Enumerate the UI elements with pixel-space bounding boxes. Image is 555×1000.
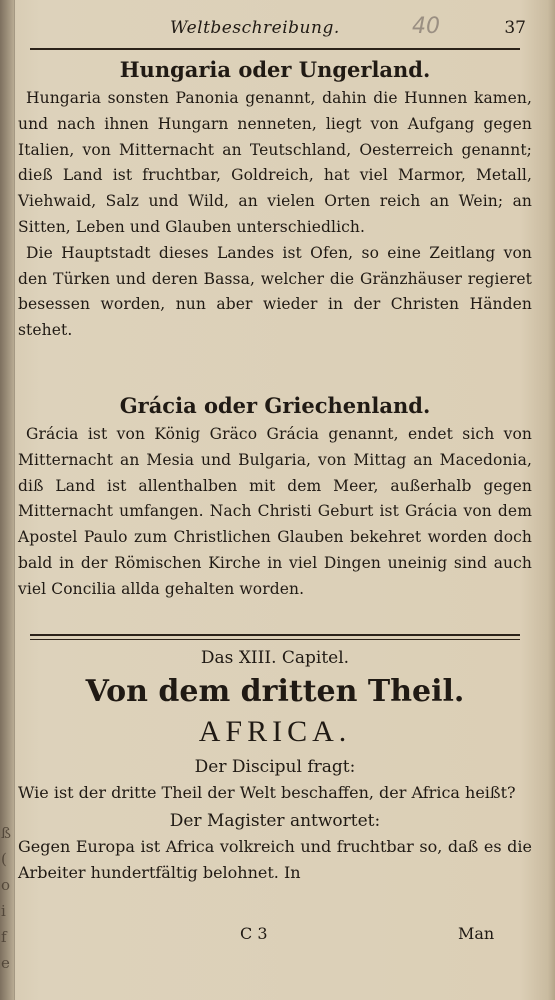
margin-fragment: f (1, 928, 7, 946)
gracia-paragraph: Grácia ist von König Gräco Grácia genannt, endet sich von Mitternacht an Mesia und Bulgaria, von Mittag an Macedonia, diß Land ist allenthalben mit dem Meer, außerhalb gegen Mitternacht umfangen. Nach Christi Geburt ist Grácia von dem Apostel Paulo zum Christlichen Glauben bekehret worden doch bald in der Römischen Kirche in viel Dingen uneinig sind auch viel Concilia allda gehalten worden. (18, 425, 532, 598)
running-header (18, 16, 532, 46)
margin-fragment: ß (1, 824, 12, 842)
section-divider-rule (30, 634, 520, 640)
chapter-title: Von dem dritten Theil. (85, 674, 465, 709)
answer-speaker: Der Magister antwortet: (169, 811, 381, 831)
question-text: Wie ist der dritte Theil der Welt beschaffen, der Africa heißt? (18, 783, 516, 802)
gracia-text (18, 422, 532, 603)
page-fold-line (14, 0, 15, 1000)
margin-fragment: o (1, 876, 11, 894)
running-title: Weltbeschreibung. (170, 18, 340, 38)
handwritten-number: 40 (412, 14, 440, 39)
answer-text: Gegen Europa ist Africa volkreich und fruchtbar so, daß es die Arbeiter hundertfältig belohnet. In (18, 837, 532, 882)
hungaria-paragraph-1: Hungaria sonsten Panonia genannt, dahin die Hunnen kamen, und nach ihnen Hungarn nenneten, liegt von Aufgang gegen Italien, von Mitternacht an Teutschland, Oesterreich genannt; dieß Land ist fruchtbar, Goldreich, hat viel Marmor, Metall, Viehwaid, Salz und Wild, an vielen Orten reich an Wein; an Sitten, Leben und Glauben unterschiedlich. (18, 89, 532, 236)
section-heading-hungaria: Hungaria oder Ungerland. (119, 57, 431, 82)
hungaria-section (18, 56, 532, 344)
chapter-label: Das XIII. Capitel. (200, 648, 350, 668)
margin-fragment: i (1, 902, 6, 920)
opposite-page-fragments (1, 820, 13, 976)
page-number: 37 (504, 18, 526, 38)
margin-fragment: ( (1, 850, 7, 868)
gracia-section (18, 392, 532, 603)
chapter-subtitle: AFRICA. (198, 715, 352, 748)
header-rule (30, 48, 520, 50)
question-speaker: Der Discipul fragt: (194, 757, 356, 777)
catchword: Man (458, 924, 495, 943)
margin-fragment: e (1, 954, 10, 972)
chapter-section (18, 646, 532, 886)
hungaria-paragraph-2: Die Hauptstadt dieses Landes ist Ofen, so eine Zeitlang von den Türken und deren Bassa, welcher die Gränzhäuser regieret besessen worden, nun aber wieder in der Christen Händen stehet. (18, 243, 532, 340)
hungaria-text (18, 86, 532, 344)
section-heading-gracia: Grácia oder Griechenland. (119, 393, 431, 418)
signature-mark: C 3 (240, 924, 268, 943)
